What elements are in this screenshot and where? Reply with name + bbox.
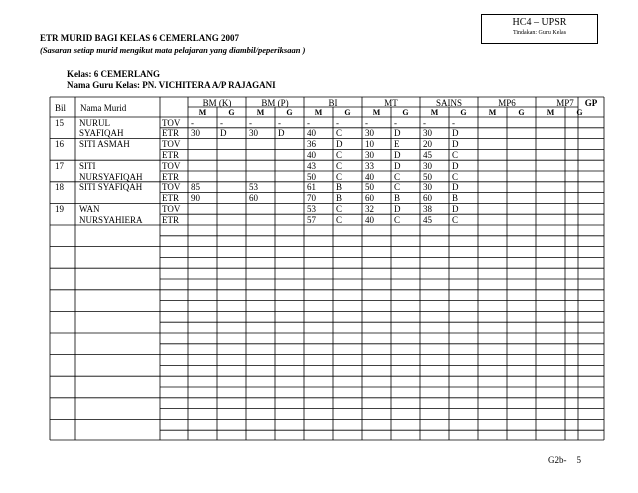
subheader-m: M [198,108,207,117]
subheader-m: M [430,108,439,117]
tov-value: C [394,182,401,193]
tov-value: - [278,117,281,128]
tov-value: 36 [307,139,316,150]
tov-value: 33 [365,160,374,171]
tov-value: 53 [307,203,316,214]
hc4-title: HC4 – UPSR [512,17,567,28]
tov-value: 50 [365,182,374,193]
document-title: ETR MURID BAGI KELAS 6 CEMERLANG 2007 [40,33,240,43]
tov-value: D [394,160,401,171]
header-subject: MP6 [498,98,516,108]
etr-value: 40 [365,214,374,225]
tov-label: TOV [162,203,181,214]
subheader-g: G [576,108,583,117]
subheader-m: M [256,108,265,117]
header-subject: BI [328,98,338,108]
etr-value: C [336,128,343,139]
tov-value: 85 [191,182,200,193]
etr-value: 60 [249,193,258,204]
subheader-m: M [372,108,381,117]
subheader-m: M [488,108,497,117]
etr-label: ETR [162,171,179,182]
etr-label: ETR [162,214,179,225]
etr-value: D [220,128,227,139]
student-bil: 17 [55,160,64,171]
tov-value: 43 [307,160,316,171]
tov-value: D [336,139,343,150]
student-bil: 15 [55,117,64,128]
etr-value: C [452,214,459,225]
header-subject: MP7 [556,98,574,108]
student-name-line2: NURSYAHIERA [79,214,143,225]
etr-label: ETR [162,128,179,139]
page-footer [548,455,581,465]
tov-value: C [336,160,343,171]
subheader-g: G [344,108,351,117]
tov-value: - [249,117,252,128]
page-number: 5 [576,455,581,465]
class-name: Kelas: 6 CEMERLANG [67,69,160,79]
tov-value: 32 [365,203,374,214]
subheader-g: G [286,108,293,117]
document-subtitle: (Sasaran setiap murid mengikut mata pelajaran yang diambil/peperiksaan ) [40,45,306,55]
etr-value: 30 [249,128,258,139]
tov-value: - [336,117,339,128]
header-subject: MT [384,98,398,108]
tov-value: C [336,203,343,214]
student-name: WAN [79,203,100,214]
tov-value: D [394,203,401,214]
tov-value: - [452,117,455,128]
student-name-line2: SYAFIQAH [79,128,124,139]
tov-value: 30 [423,182,432,193]
etr-value: 45 [423,214,432,225]
subheader-m: M [546,108,555,117]
tov-value: - [394,117,397,128]
tov-value: E [394,139,400,150]
etr-value: 30 [191,128,200,139]
etr-value: 30 [423,128,432,139]
etr-value: 50 [423,171,432,182]
etr-value: 40 [307,149,316,160]
subheader-m: M [314,108,323,117]
etr-value: C [452,171,459,182]
header-subject: SAINS [435,98,462,108]
etr-value: 70 [307,193,316,204]
tov-value: 53 [249,182,258,193]
etr-value: D [394,149,401,160]
header-gp: GP [584,98,598,108]
hc4-subtitle: Tindakan: Guru Kelas [512,30,567,36]
tov-label: TOV [162,139,181,150]
student-name: NURUL [79,117,110,128]
etr-value: C [394,171,401,182]
student-name: SITI ASMAH [79,139,130,150]
etr-value: C [394,214,401,225]
etr-value: D [278,128,285,139]
etr-value: 50 [307,171,316,182]
student-name: SITI SYAFIQAH [79,182,143,193]
student-bil: 19 [55,203,64,214]
subheader-g: G [228,108,235,117]
etr-value: B [452,193,459,204]
etr-value: D [452,128,459,139]
tov-label: TOV [162,182,181,193]
student-bil: 18 [55,182,64,193]
header-subject: BM (P) [261,98,289,108]
etr-value: 30 [365,128,374,139]
tov-value: D [452,203,459,214]
etr-value: 30 [365,149,374,160]
etr-value: B [336,193,343,204]
tov-value: 10 [365,139,374,150]
etr-value: 45 [423,149,432,160]
header-nama-murid: Nama Murid [80,103,127,113]
tov-value: 20 [423,139,432,150]
etr-value: 90 [191,193,200,204]
etr-value: 40 [365,171,374,182]
etr-value: D [394,128,401,139]
etr-label: ETR [162,193,179,204]
class-teacher: Nama Guru Kelas: PN. VICHITERA A/P RAJAGANI [67,80,276,90]
tov-value: - [307,117,310,128]
etr-value: B [394,193,401,204]
header-bil: Bil [55,103,67,113]
tov-value: - [220,117,223,128]
tov-value: - [365,117,368,128]
tov-label: TOV [162,117,181,128]
footer-code: G2b- [548,455,567,465]
etr-value: 60 [423,193,432,204]
etr-value: C [336,214,343,225]
tov-value: - [423,117,426,128]
tov-value: 38 [423,203,432,214]
tov-value: D [452,160,459,171]
etr-value: 40 [307,128,316,139]
student-name: SITI [79,160,96,171]
tov-value: - [191,117,194,128]
student-name-line2: NURSYAFIQAH [79,171,143,182]
tov-value: B [336,182,343,193]
subheader-g: G [460,108,467,117]
tov-value: D [452,182,459,193]
tov-label: TOV [162,160,181,171]
tov-value: 30 [423,160,432,171]
etr-value: C [452,149,459,160]
subheader-g: G [402,108,409,117]
etr-value: C [336,171,343,182]
header-subject: BM (K) [202,98,232,108]
tov-value: 61 [307,182,316,193]
etr-value: C [336,149,343,160]
etr-value: 60 [365,193,374,204]
student-bil: 16 [55,139,64,150]
tov-value: D [452,139,459,150]
etr-value: 57 [307,214,316,225]
etr-label: ETR [162,149,179,160]
subheader-g: G [518,108,525,117]
